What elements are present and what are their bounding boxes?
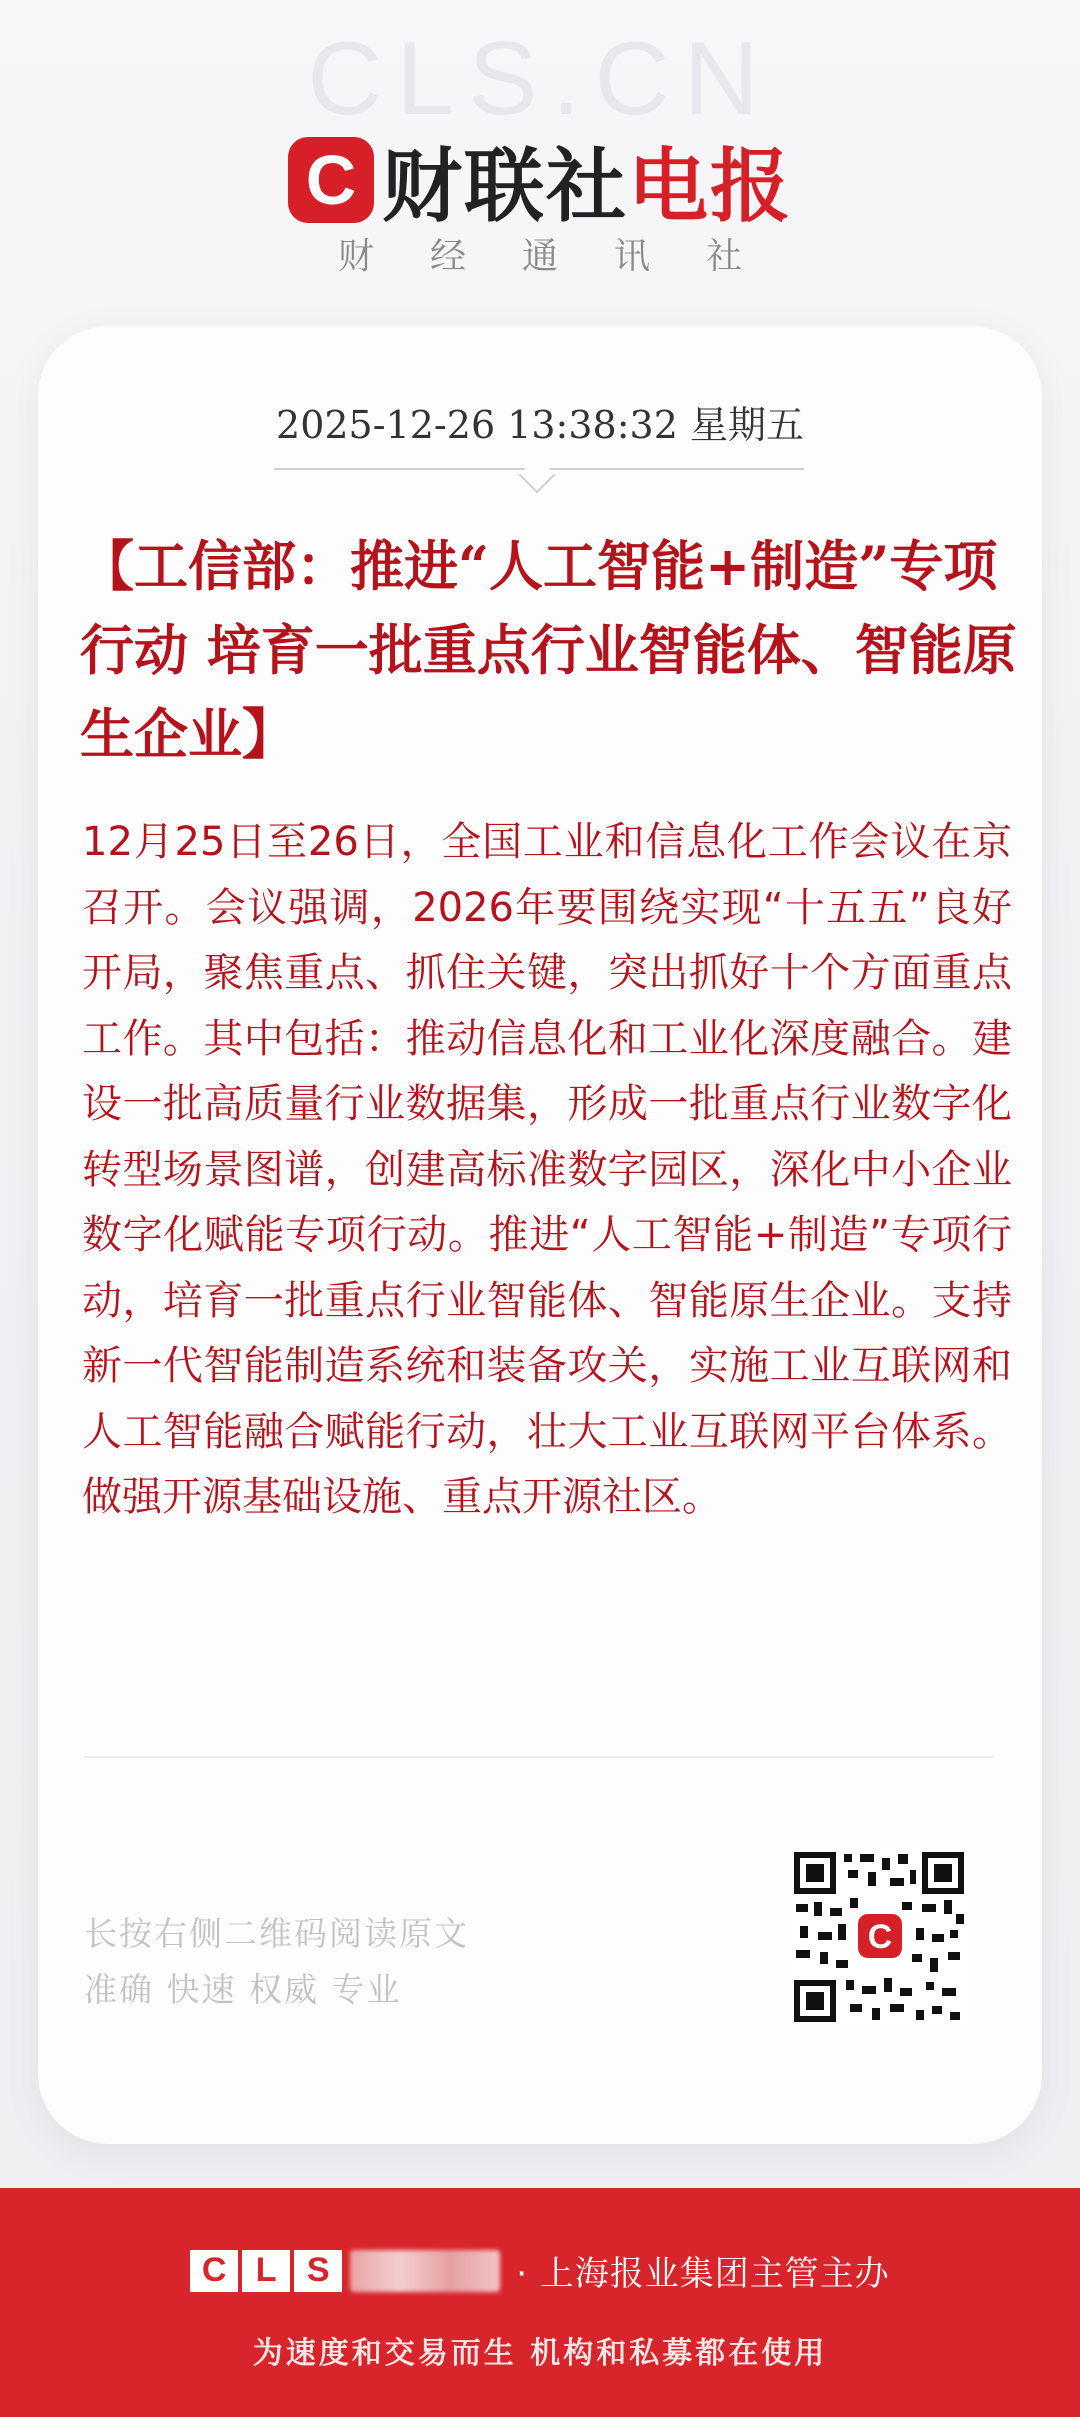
cls-logo-letter: C [305,140,357,219]
brand-name-black: 财联社 [382,140,628,233]
datetime-notch [519,457,556,494]
cls-letter-s: S [294,2250,342,2292]
watermark: CLS.CN [307,21,773,137]
qr-hint: 长按右侧二维码阅读原文 [84,1914,469,1953]
brand-header [0,122,1080,237]
brand-subtitle: 财经通讯社 [337,236,798,277]
news-datetime: 2025-12-26 13:38:32 星期五 [276,403,804,447]
blurred-name [350,2250,500,2292]
band-organizer: · 上海报业集团主管主办 [516,2254,890,2294]
tagline: 准确 快速 权威 专业 [84,1970,402,2009]
news-card [38,326,1042,2144]
qr-logo-letter: C [867,1918,893,1956]
cls-letter-c: C [190,2250,238,2292]
news-article: 12月25日至26日，全国工业和信息化工作会议在京召开。会议强调，2026年要围绕实现“十五五”良好开局，聚焦重点、抓住关键，突出抓好十个方面重点工作。其中包括：推动信息化和工业化深度融合。建设一批高质量行业数据集，形成一批重点行业数字化转型场景图谱，创建高标准数字园区，深化中小企业数字化赋能专项行动。推进“人工智能+制造”专项行动，培育一批重点行业智能体、智能原生企业。支持新一代智能制造系统和装备攻关，实施工业互联网和人工智能融合赋能行动，壮大工业互联网平台体系。做强开源基础设施、重点开源社区。 [82,819,1012,1520]
cls-logo-icon [288,137,374,223]
footer-band [0,2188,1080,2417]
brand-name [382,122,792,237]
footer-text [84,1906,469,2018]
news-headline: 【工信部：推进“人工智能+制造”专项行动 培育一批重点行业智能体、智能原生企业】 [80,534,1017,766]
qr-code-icon[interactable] [790,1848,968,2026]
cls-letter-l: L [242,2250,290,2292]
brand-name-red: 电报 [628,140,792,233]
footer-divider [84,1756,994,1758]
band-row [0,2246,1080,2295]
band-slogan: 为速度和交易而生 机构和私募都在使用 [252,2336,828,2371]
